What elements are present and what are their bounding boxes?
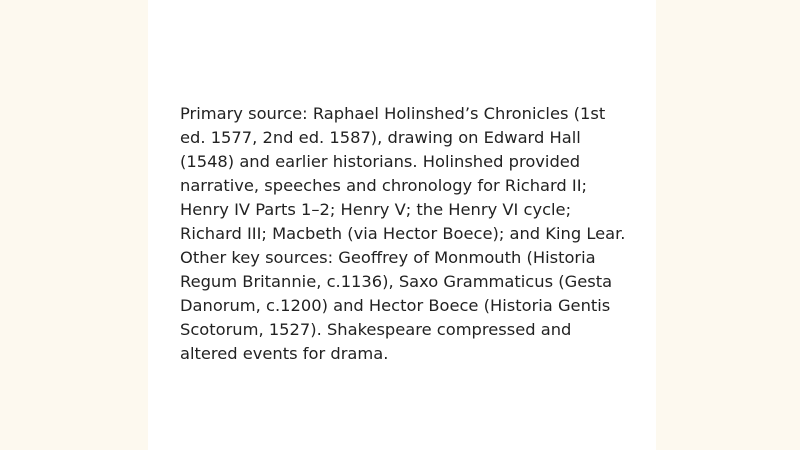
document-sheet — [148, 0, 656, 450]
source-paragraph: Primary source: Raphael Holinshed’s Chronicles (1st ed. 1577, 2nd ed. 1587), drawing on Edward Hall (1548) and earlier historians. Holinshed provided narrative, speeches and chronology for Richard II; Henry IV Parts 1–2; Henry V; the Henry VI cycle; Richard III; Macbeth (via Hector Boece); and King Lear. Other key sources: Geoffrey of Monmouth (Historia Regum Britannie, c.1136), Saxo Grammaticus (Gesta Danorum, c.1200) and Hector Boece (Historia Gentis Scotorum, 1527). Shakespeare compressed and altered events for drama. — [180, 104, 626, 363]
